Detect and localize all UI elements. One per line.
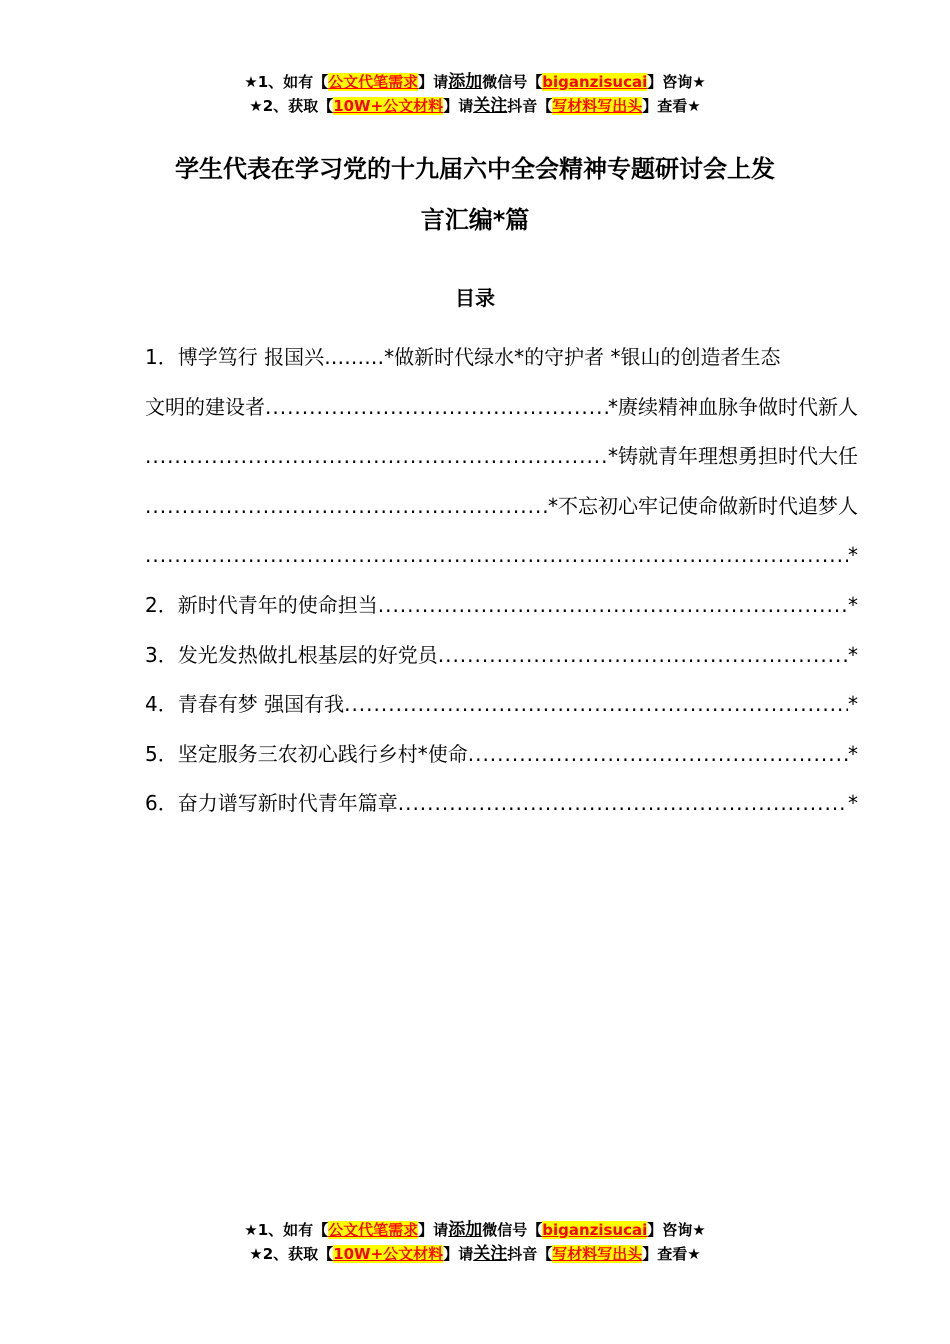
highlight-douyin: 写材料写出头 bbox=[552, 97, 643, 115]
toc-line-5: ..... * bbox=[145, 541, 858, 569]
toc-leader bbox=[145, 541, 848, 569]
highlight-materials: 10W+公文材料 bbox=[333, 97, 444, 115]
toc-leader bbox=[145, 442, 608, 470]
toc-leader bbox=[344, 690, 848, 718]
toc-entry-5[interactable]: 5．坚定服务三农初心践行乡村*使命 ..... * bbox=[145, 740, 858, 768]
toc-line-2: 文明的建设者 ..... *赓续精神血脉争做时代新人 bbox=[145, 393, 858, 421]
toc-entry-6[interactable]: 6．奋力谱写新时代青年篇章 ..... * bbox=[145, 789, 858, 817]
toc-leader bbox=[438, 641, 848, 669]
highlight-wechat-id: biganzisucai bbox=[542, 1221, 648, 1239]
bottom-banner-line-1: ★1、如有【公文代笔需求】请添加微信号【biganzisucai】咨询★ bbox=[244, 1220, 706, 1240]
top-banner-line-2: ★2、获取【10W+公文材料】请关注抖音【写材料写出头】查看★ bbox=[249, 96, 701, 116]
toc-line-4: ..... *不忘初心牢记使命做新时代追梦人 bbox=[145, 492, 858, 520]
toc-leader bbox=[265, 393, 608, 421]
toc-entry-2[interactable]: 2．新时代青年的使命担当 ..... * bbox=[145, 591, 858, 619]
toc-leader bbox=[145, 492, 548, 520]
highlight-service: 公文代笔需求 bbox=[328, 1221, 419, 1239]
highlight-wechat-id: biganzisucai bbox=[542, 73, 648, 91]
toc-entry-3[interactable]: 3．发光发热做扎根基层的好党员 ..... * bbox=[145, 641, 858, 669]
toc-line-1: 1．博学笃行 报国兴………*做新时代绿水*的守护者 *银山的创造者生态 bbox=[145, 345, 781, 369]
toc-heading: 目录 bbox=[455, 286, 495, 310]
highlight-materials: 10W+公文材料 bbox=[333, 1245, 444, 1263]
highlight-douyin: 写材料写出头 bbox=[552, 1245, 643, 1263]
document-title-line-2: 言汇编*篇 bbox=[420, 206, 530, 234]
toc-leader bbox=[378, 591, 848, 619]
top-banner bbox=[0, 70, 950, 118]
top-banner-line-1: ★1、如有【公文代笔需求】请添加微信号【biganzisucai】咨询★ bbox=[244, 72, 706, 92]
toc-line-3: ..... *铸就青年理想勇担时代大任 bbox=[145, 442, 858, 470]
bottom-banner-line-2: ★2、获取【10W+公文材料】请关注抖音【写材料写出头】查看★ bbox=[249, 1244, 701, 1264]
toc-leader bbox=[468, 740, 848, 768]
toc-leader bbox=[398, 789, 848, 817]
bottom-banner bbox=[0, 1218, 950, 1266]
toc-entry-4[interactable]: 4．青春有梦 强国有我 ..... * bbox=[145, 690, 858, 718]
highlight-service: 公文代笔需求 bbox=[328, 73, 419, 91]
document-title-line-1: 学生代表在学习党的十九届六中全会精神专题研讨会上发 bbox=[175, 155, 775, 183]
